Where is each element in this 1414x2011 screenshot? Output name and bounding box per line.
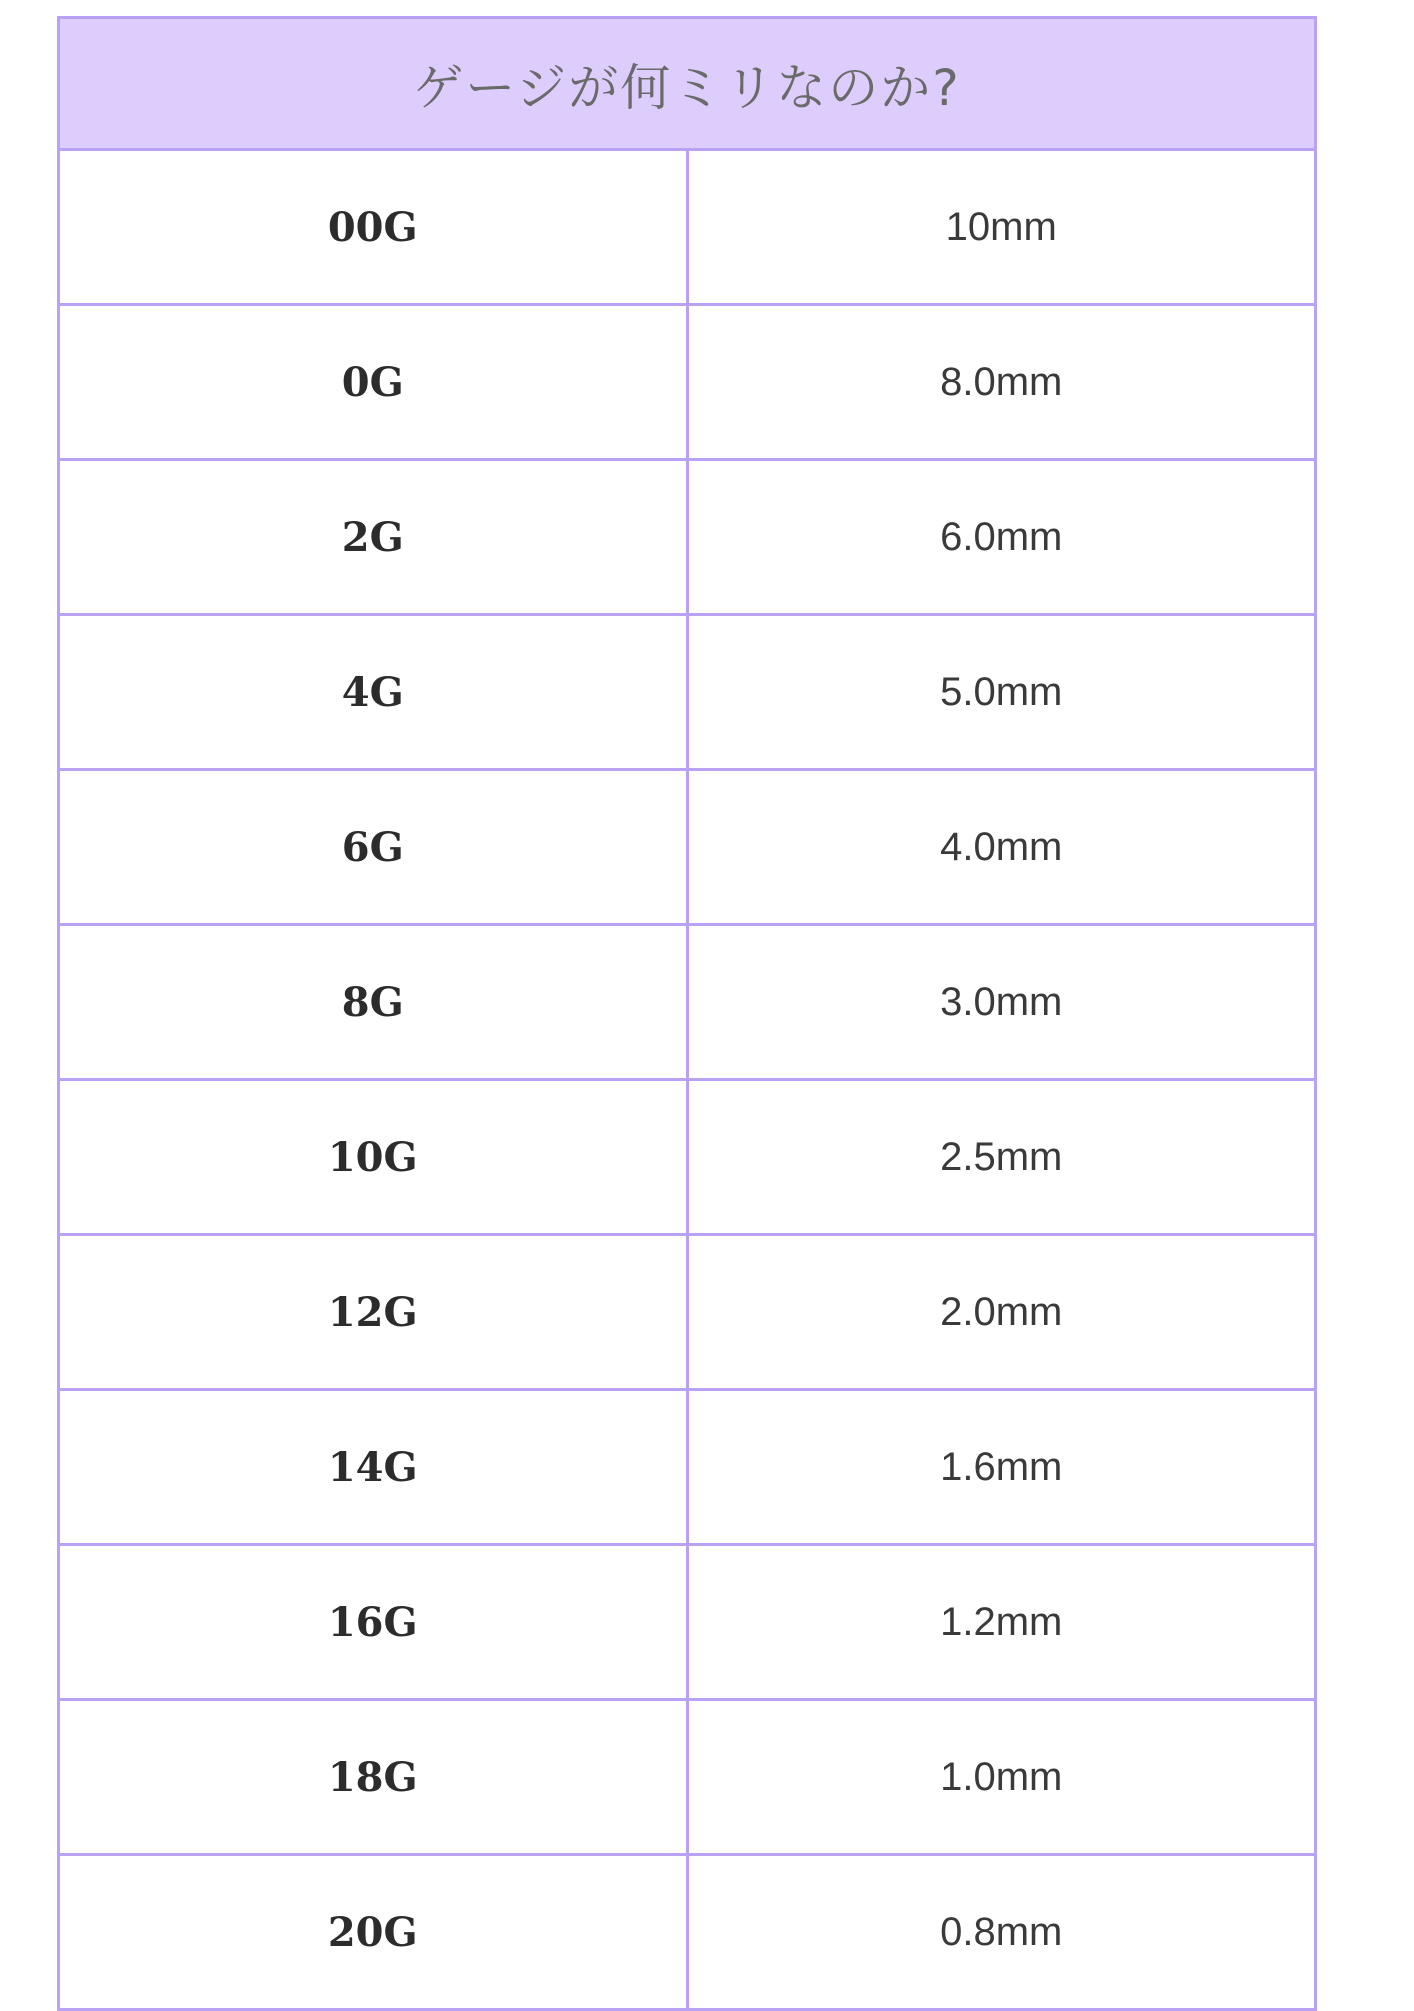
table-row — [59, 770, 1316, 925]
table-body — [59, 150, 1316, 2010]
gauge-cell: 6G — [59, 770, 688, 925]
gauge-cell: 14G — [59, 1390, 688, 1545]
gauge-cell: 20G — [59, 1855, 688, 2010]
millimeter-cell: 3.0mm — [687, 925, 1316, 1080]
table-row — [59, 305, 1316, 460]
table-row — [59, 1855, 1316, 2010]
millimeter-cell: 5.0mm — [687, 615, 1316, 770]
table-header — [59, 18, 1316, 150]
gauge-cell: 00G — [59, 150, 688, 305]
millimeter-cell: 0.8mm — [687, 1855, 1316, 2010]
gauge-cell: 12G — [59, 1235, 688, 1390]
table-row — [59, 615, 1316, 770]
gauge-cell: 0G — [59, 305, 688, 460]
millimeter-cell: 10mm — [687, 150, 1316, 305]
gauge-cell: 18G — [59, 1700, 688, 1855]
gauge-cell: 10G — [59, 1080, 688, 1235]
table-row — [59, 1545, 1316, 1700]
millimeter-cell: 1.6mm — [687, 1390, 1316, 1545]
millimeter-cell: 2.0mm — [687, 1235, 1316, 1390]
gauge-cell: 4G — [59, 615, 688, 770]
millimeter-cell: 4.0mm — [687, 770, 1316, 925]
table-row — [59, 1080, 1316, 1235]
table-title: ゲージが何ミリなのか? — [59, 18, 1316, 150]
table-row — [59, 1390, 1316, 1545]
gauge-cell: 16G — [59, 1545, 688, 1700]
table-row — [59, 1235, 1316, 1390]
gauge-cell: 2G — [59, 460, 688, 615]
millimeter-cell: 1.0mm — [687, 1700, 1316, 1855]
table-row — [59, 1700, 1316, 1855]
millimeter-cell: 8.0mm — [687, 305, 1316, 460]
header-row — [59, 18, 1316, 150]
gauge-conversion-table — [57, 16, 1317, 2011]
millimeter-cell: 1.2mm — [687, 1545, 1316, 1700]
table-row — [59, 925, 1316, 1080]
table-row — [59, 460, 1316, 615]
millimeter-cell: 6.0mm — [687, 460, 1316, 615]
table-row — [59, 150, 1316, 305]
gauge-cell: 8G — [59, 925, 688, 1080]
millimeter-cell: 2.5mm — [687, 1080, 1316, 1235]
